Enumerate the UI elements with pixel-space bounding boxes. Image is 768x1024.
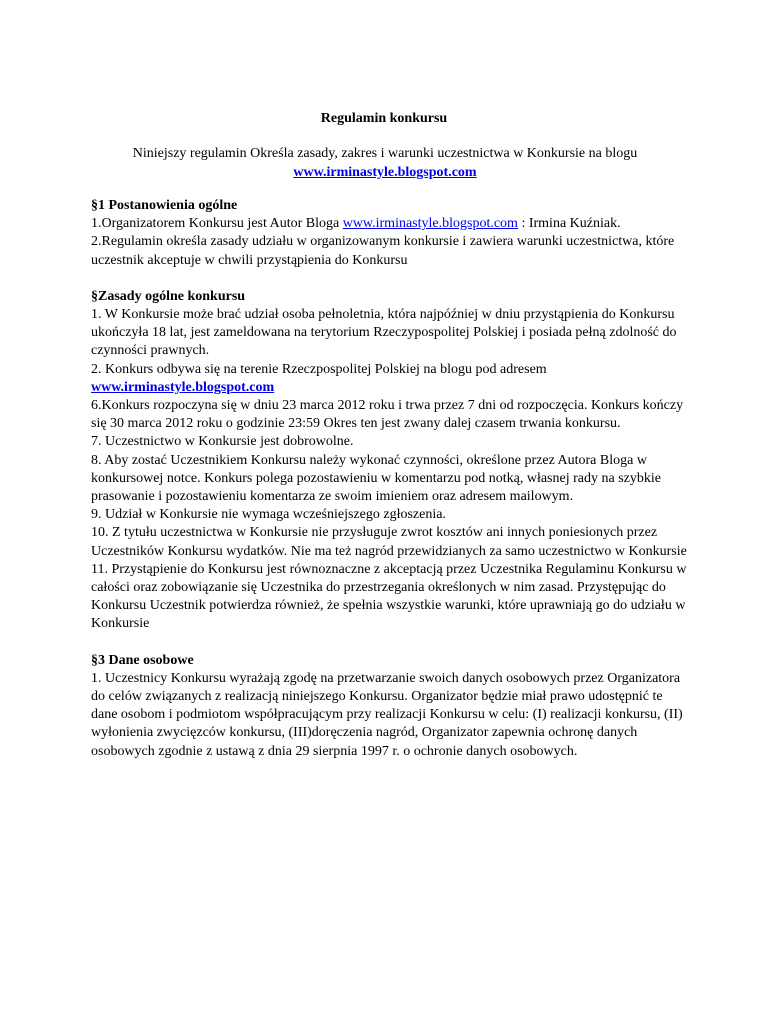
section-1 bbox=[91, 197, 691, 270]
section-3 bbox=[91, 652, 691, 761]
document-title: Regulamin konkursu bbox=[320, 111, 448, 126]
section-1-paragraph-2: 2.Regulamin określa zasady udziału w organizowanym konkursie i zawiera warunki uczestnictwa, które uczestnik akceptuje w chwili przystąpienia do Konkursu bbox=[91, 234, 675, 268]
section-2-paragraph-6: 6.Konkurs rozpoczyna się w dniu 23 marca 2012 roku i trwa przez 7 dni od rozpoczęcia. Konkurs kończy się 30 marca 2012 roku o godzinie 23:59 Okres ten jest zwany dalej czasem trwania konkursu. bbox=[91, 398, 684, 432]
section-2-heading: §Zasady ogólne konkursu bbox=[91, 288, 246, 304]
section-1-paragraph-1 bbox=[91, 215, 691, 233]
intro-text: Niniejszy regulamin Określa zasady, zakres i warunki uczestnictwa w Konkursie na blogu bbox=[132, 146, 638, 161]
s2-p2-text: 2. Konkurs odbywa się na terenie Rzeczpospolitej Polskiej na blogu pod adresem bbox=[91, 361, 547, 377]
section-2 bbox=[91, 288, 691, 634]
section-2-paragraph-9: 9. Udział w Konkursie nie wymaga wcześniejszego zgłoszenia. bbox=[91, 507, 446, 523]
section-3-heading: §3 Dane osobowe bbox=[91, 652, 194, 668]
section-3-paragraph-1: 1. Uczestnicy Konkursu wyrażają zgodę na przetwarzanie swoich danych osobowych przez Organizatora do celów związanych z realizacją niniejszego Konkursu. Organizator będzie miał prawo udostępnić te dane osobom i podmiotom współpracującym przy realizacji Konkursu w celu: (I) realizacji konkursu, (II) wyłonienia zwycięzców konkursu, (III)doręczenia nagród, Organizator zapewnia ochronę danych osobowych zgodnie z ustawą z dnia 29 sierpnia 1997 r. o ochronie danych osobowych. bbox=[91, 670, 683, 759]
section-2-paragraph-11: 11. Przystąpienie do Konkursu jest równoznaczne z akceptacją przez Uczestnika Regulaminu Konkursu w całości oraz zobowiązanie się Uczestnika do przestrzegania określonych w nim zasad. Przystępując do Konkursu Uczestnik potwierdza również, że spełnia wszystkie warunki, które uprawniają go do udziału w Konkursie bbox=[91, 561, 687, 632]
intro-blog-link[interactable]: www.irminastyle.blogspot.com bbox=[293, 165, 477, 180]
section-1-heading: §1 Postanowienia ogólne bbox=[91, 198, 238, 213]
section-2-paragraph-7: 7. Uczestnictwo w Konkursie jest dobrowolne. bbox=[91, 434, 354, 450]
section-2-paragraph-8: 8. Aby zostać Uczestnikiem Konkursu należy wykonać czynności, określone przez Autora Bloga w konkursowej notce. Konkurs polega pozostawieniu w komentarzu pod notką, własnej rady na szybkie prasowanie i pozostawieniu komentarza ze swoim imieniem oraz adresem mailowym. bbox=[91, 452, 661, 505]
section-2-paragraph-1: 1. W Konkursie może brać udział osoba pełnoletnia, która najpóźniej w dniu przystąpienia do Konkursu ukończyła 18 lat, jest zameldowana na terytorium Rzeczypospolitej Polskiej i posiada pełną zdolność do czynności prawnych. bbox=[91, 307, 677, 359]
s1-p1-text-after: : Irmina Kuźniak. bbox=[517, 216, 621, 232]
section-2-paragraph-10: 10. Z tytułu uczestnictwa w Konkursie nie przysługuje zwrot kosztów ani innych poniesionych przez Uczestników Konkursu wydatków. Nie ma też nagród przewidzianych za samo uczestnictwo w Konkursie bbox=[91, 525, 687, 559]
section-2-paragraph-2 bbox=[91, 361, 691, 397]
intro-paragraph bbox=[60, 144, 710, 182]
s2-p2-blog-link[interactable]: www.irminastyle.blogspot.com bbox=[91, 379, 275, 395]
s1-p1-text-before: 1.Organizatorem Konkursu jest Autor Bloga bbox=[91, 216, 343, 232]
s1-p1-blog-link[interactable]: www.irminastyle.blogspot.com bbox=[342, 216, 518, 232]
document-content bbox=[91, 197, 691, 779]
